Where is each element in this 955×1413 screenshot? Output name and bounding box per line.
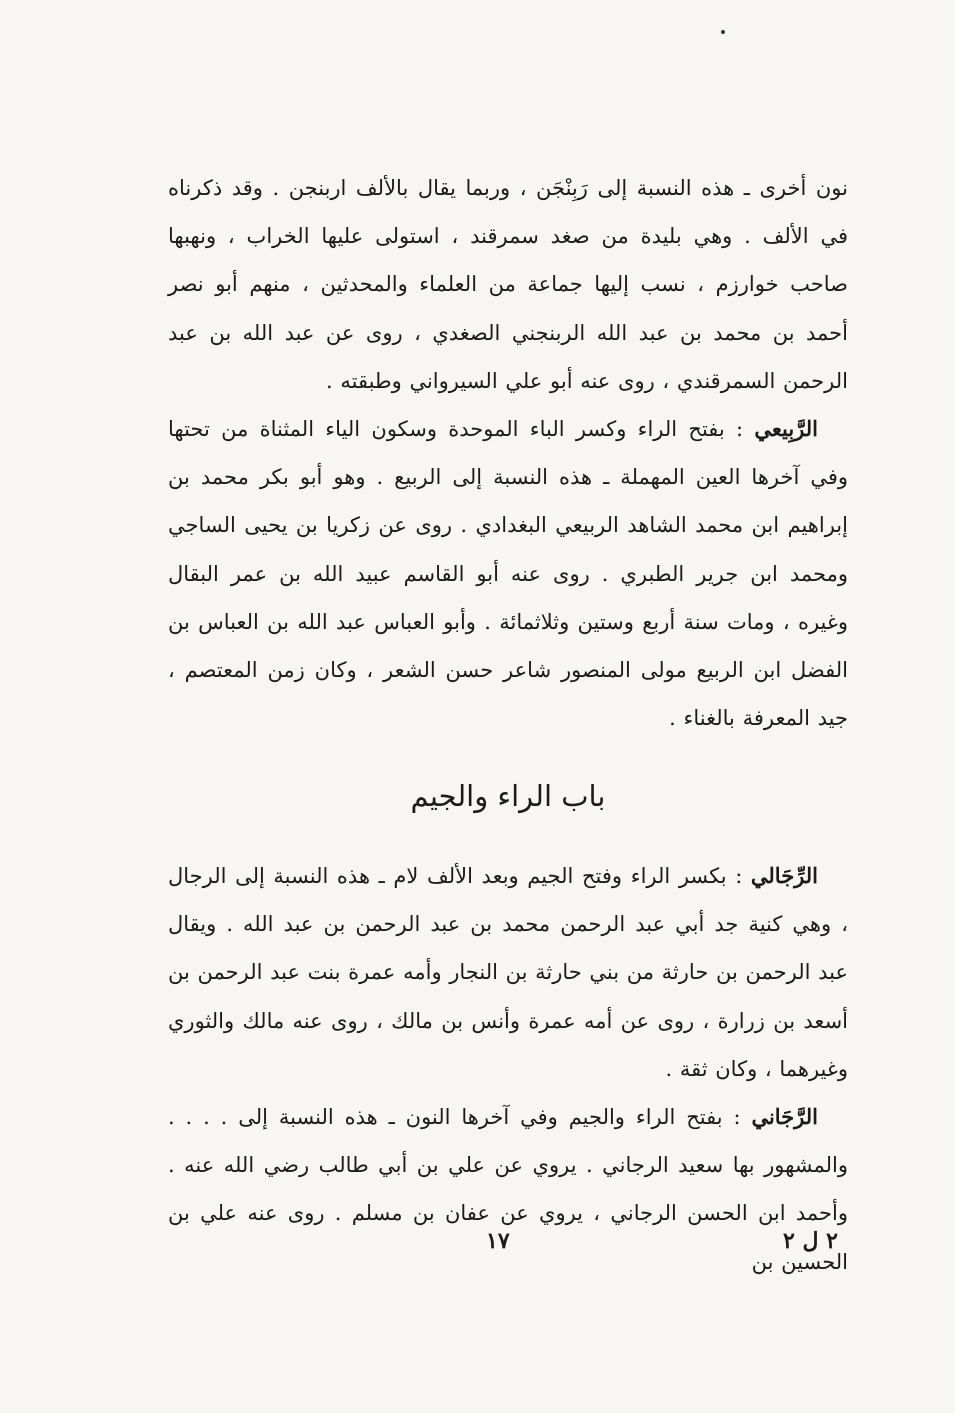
entry-headword: الرَّبِيعي [754, 416, 818, 442]
page-footer [168, 1228, 848, 1268]
text-block-bottom [168, 852, 848, 1286]
text-block-top [168, 164, 848, 742]
entry-headword: الرِّجَالي [750, 863, 818, 888]
paragraph-entry-rabii [168, 405, 848, 742]
paragraph-text: : بكسر الراء وفتح الجيم وبعد الألف لام ـ هذه النسبة إلى الرجال ، وهي كنية جد أبي عبد الرحمن محمد بن عبد الرحمن بن عبد الله . ويقال عبد الرحمن بن حارثة من بني حارثة بن النجار وأمه عمرة بنت عبد الرحمن بن أسعد بن زرارة ، روى عن أمه عمرة وأنس بن مالك ، روى عنه مالك والثوري وغيرهما ، وكان ثقة . [168, 864, 848, 1081]
page-number: ١٧ [486, 1228, 510, 1254]
paragraph-continued-entry [168, 164, 848, 405]
ink-speck [721, 30, 725, 34]
paragraph-text: : بفتح الراء والجيم وفي آخرها النون ـ هذه النسبة إلى . . . . والمشهور بها سعيد الرجاني . يروي عن علي بن أبي طالب رضي الله عنه . وأحمد ابن الحسن الرجاني ، يروي عن عفان بن مسلم . روى عنه علي بن الحسين بن [168, 1105, 848, 1274]
paragraph-text: : بفتح الراء وكسر الباء الموحدة وسكون الياء المثناة من تحتها وفي آخرها العين المهملة ـ هذه النسبة إلى الربيع . وهو أبو بكر محمد بن إبراهيم ابن محمد الشاهد الربيعي البغدادي . روى عن زكريا بن يحيى الساجي ومحمد ابن جرير الطبري . روى عنه أبو القاسم عبيد الله بن عمر البقال وغيره ، ومات سنة أربع وستين وثلاثمائة . وأبو العباس عبد الله بن العباس بن الفضل ابن الربيع مولى المنصور شاعر حسن الشعر ، وكان زمن المعتصم ، جيد المعرفة بالغناء . [168, 417, 848, 731]
paragraph-entry-rijali [168, 852, 848, 1093]
paragraph-text: نون أخرى ـ هذه النسبة إلى رَبِنْجَن ، وربما يقال بالألف اربنجن . وقد ذكرناه في الألف . وهي بليدة من صغد سمرقند ، استولى عليها الخراب ، ونهبها صاحب خوارزم ، نسب إليها جماعة من العلماء والمحدثين ، منهم أبو نصر أحمد بن محمد بن عبد الله الربنجني الصغدي ، روى عن عبد الله بن عبد الرحمن السمرقندي ، روى عنه أبو علي السيرواني وطبقته . [168, 176, 848, 393]
signature-mark: ٢ ل ٢ [783, 1228, 838, 1254]
entry-headword: الرَّجَاني [751, 1104, 818, 1130]
section-heading: باب الراء والجيم [410, 779, 606, 813]
